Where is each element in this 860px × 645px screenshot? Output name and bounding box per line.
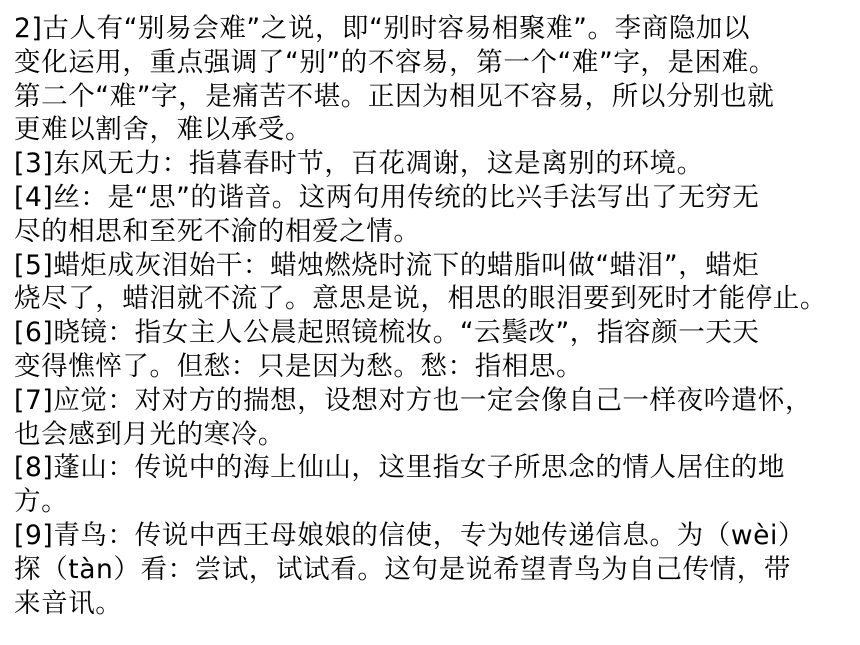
text-line: 方。 [14,486,69,518]
note-5 [14,249,860,317]
text-line: 探（tàn）看：尝试，试试看。这句是说希望青鸟为自己传情，带 [14,553,791,585]
note-2 [14,12,860,147]
text-line: 变化运用，重点强调了“别”的不容易，第一个“难”字，是困难。 [14,46,776,78]
text-line: 尽的相思和至死不渝的相爱之情。 [14,215,421,247]
note-3 [14,147,860,181]
note-6 [14,316,860,384]
text-line: [6]晓镜：指女主人公晨起照镜梳妆。“云鬓改”，指容颜一天天 [14,317,760,349]
note-8 [14,451,860,519]
note-9 [14,519,860,620]
note-7 [14,384,860,452]
text-line: 2]古人有“别易会难”之说，即“别时容易相聚难”。李商隐加以 [14,13,751,44]
text-line: [4]丝：是“思”的谐音。这两句用传统的比兴手法写出了无穷无 [14,181,760,213]
text-line: 变得憔悴了。但愁：只是因为愁。愁：指相思。 [14,350,584,382]
annotation-page [14,12,860,620]
text-line: [8]蓬山：传说中的海上仙山，这里指女子所思念的情人居住的地 [14,452,786,484]
text-line: 烧尽了，蜡泪就不流了。意思是说，相思的眼泪要到死时才能停止。 [14,283,827,315]
text-line: [7]应觉：对对方的揣想，设想对方也一定会像自己一样夜吟遣怀， [14,384,813,416]
text-line: [9]青鸟：传说中西王母娘娘的信使，专为她传递信息。为（wèi） [14,519,806,551]
text-line: [3]东风无力：指暮春时节，百花凋谢，这是离别的环境。 [14,148,704,180]
text-line: 第二个“难”字，是痛苦不堪。正因为相见不容易，所以分别也就 [14,80,775,112]
text-line: [5]蜡炬成灰泪始干：蜡烛燃烧时流下的蜡脂叫做“蜡泪”，蜡炬 [14,249,760,281]
text-line: 更难以割舍，难以承受。 [14,114,313,146]
note-4 [14,181,860,249]
text-line: 来音讯。 [14,587,123,619]
text-line: 也会感到月光的寒冷。 [14,418,285,450]
